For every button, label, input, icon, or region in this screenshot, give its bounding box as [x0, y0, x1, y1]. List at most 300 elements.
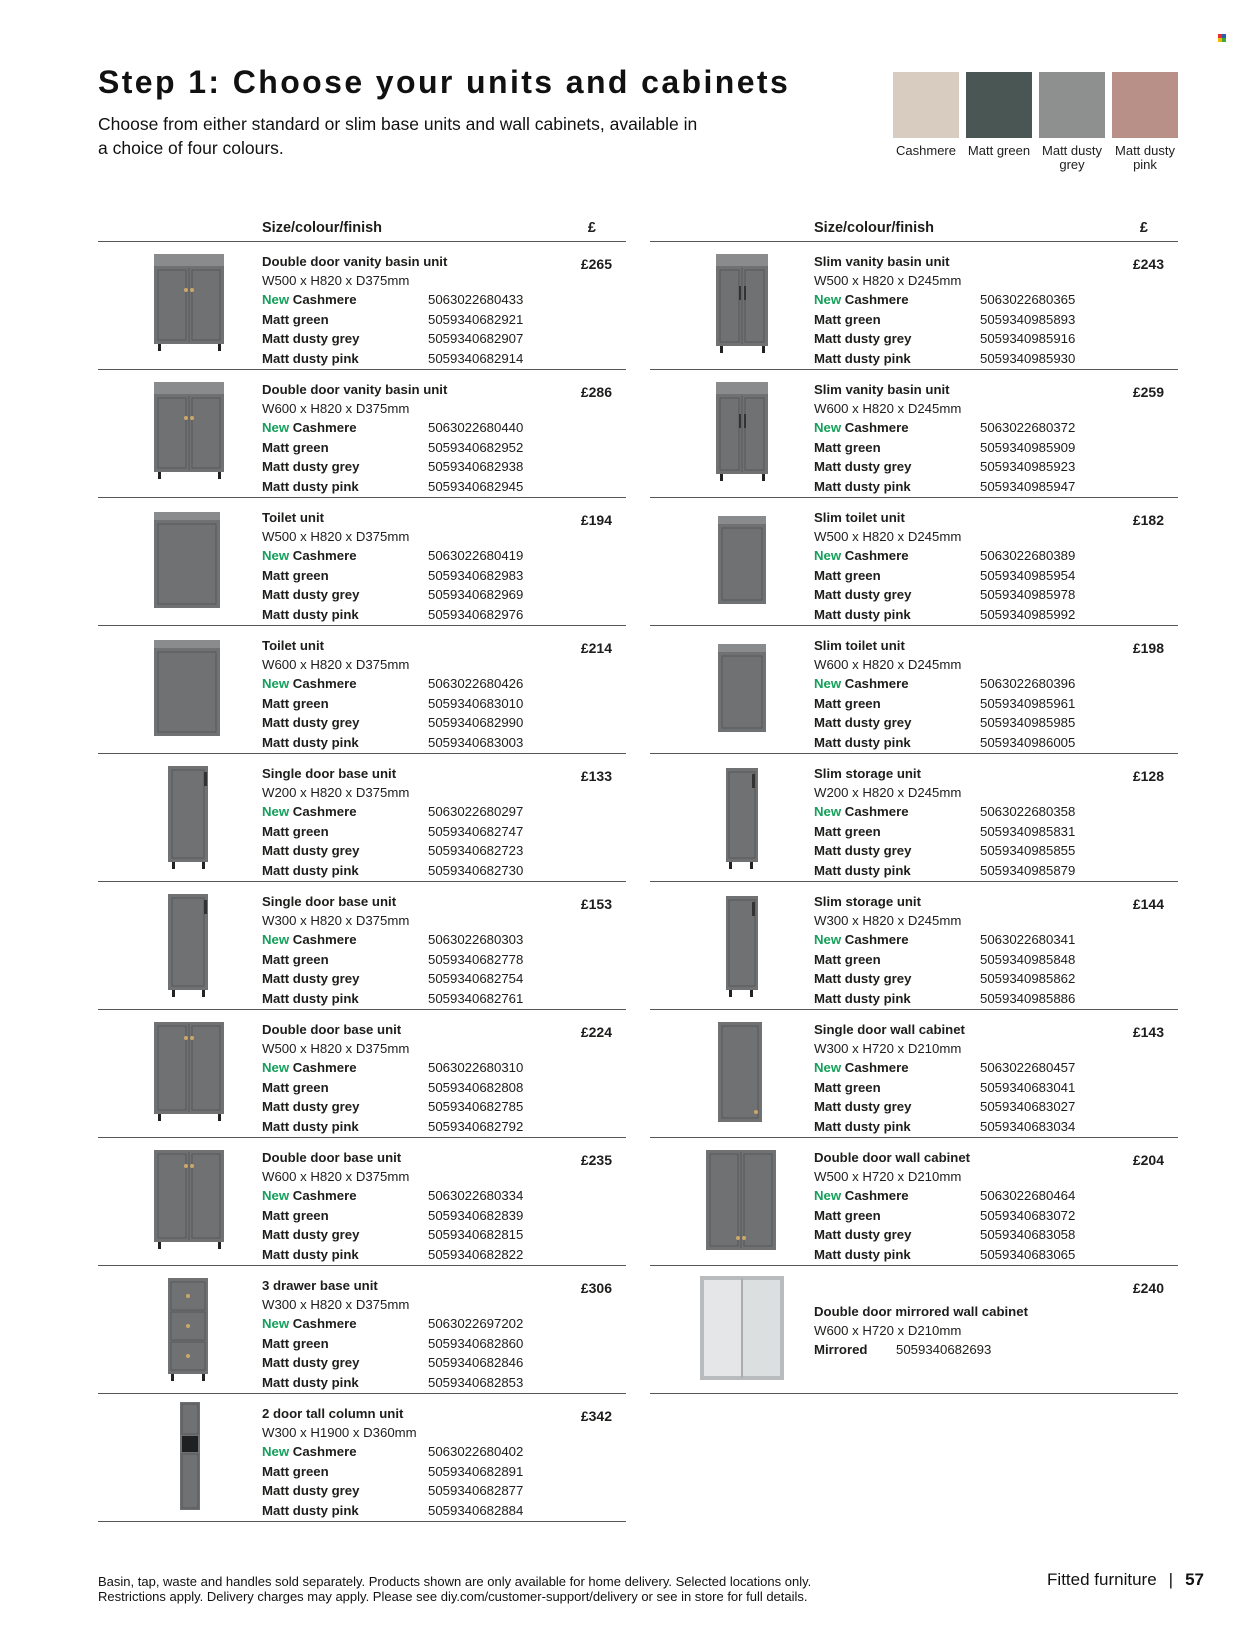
variant-label: Matt dusty grey — [262, 331, 360, 346]
variant-row — [262, 548, 562, 568]
product-name: Slim vanity basin unit — [814, 382, 950, 397]
variant-label: Matt dusty grey — [814, 331, 912, 346]
variant-label: Matt dusty grey — [262, 1483, 360, 1498]
variant-row — [262, 1444, 562, 1464]
product-code: 5063022680396 — [980, 676, 1076, 691]
variant-row — [262, 696, 562, 716]
variant-row — [814, 479, 1114, 499]
product-dimensions: W500 x H820 x D375mm — [262, 529, 410, 544]
variant-colour — [262, 1444, 357, 1459]
table-header — [98, 212, 626, 242]
variant-label: Cashmere — [844, 932, 909, 947]
variant-label: Matt dusty grey — [814, 1227, 912, 1242]
product-row — [650, 754, 1178, 882]
variant-row — [262, 459, 562, 479]
product-code: 5059340683003 — [428, 734, 524, 750]
product-price: £194 — [580, 512, 612, 528]
variant-label: Matt dusty grey — [814, 971, 912, 986]
variant-label: Cashmere — [844, 420, 909, 435]
variant-row — [814, 1342, 1114, 1362]
variant-colour — [814, 991, 911, 1006]
variant-label: Matt green — [814, 1079, 881, 1095]
variant-row — [262, 292, 562, 312]
product-row — [650, 1266, 1178, 1394]
variant-label: Matt dusty pink — [814, 1246, 911, 1262]
product-name: Double door mirrored wall cabinet — [814, 1304, 1028, 1319]
variant-label: Matt dusty grey — [814, 1099, 912, 1114]
product-code: 5059340682792 — [428, 1118, 524, 1134]
product-dimensions: W300 x H820 x D245mm — [814, 913, 962, 928]
table-header — [650, 212, 1178, 242]
product-row — [650, 882, 1178, 1010]
variant-row — [262, 351, 562, 371]
product-code: 5059340985923 — [980, 459, 1076, 474]
variant-list — [814, 420, 1114, 498]
variant-label: Matt green — [262, 951, 329, 967]
variant-label: Matt green — [262, 1207, 329, 1223]
right-product-table — [650, 212, 1178, 1394]
product-row — [650, 498, 1178, 626]
variant-row — [262, 1060, 562, 1080]
variant-colour — [814, 952, 881, 967]
variant-row — [814, 312, 1114, 332]
variant-colour — [814, 1247, 911, 1262]
new-badge: New — [262, 1060, 290, 1075]
variant-row — [262, 824, 562, 844]
variant-row — [262, 331, 562, 351]
variant-list — [814, 804, 1114, 882]
variant-colour — [262, 1208, 329, 1223]
variant-list — [262, 1316, 562, 1394]
variant-list — [814, 1342, 1114, 1362]
variant-colour — [814, 607, 911, 622]
variant-row — [814, 932, 1114, 952]
product-code: 5059340985985 — [980, 715, 1076, 730]
variant-row — [262, 440, 562, 460]
slim-storage-unit-image — [670, 762, 810, 874]
variant-colour — [814, 863, 911, 878]
new-badge: New — [814, 932, 842, 947]
product-code: 5059340682969 — [428, 587, 524, 602]
new-badge: New — [814, 1188, 842, 1203]
product-row — [650, 1138, 1178, 1266]
single-door-wall-cabinet-image — [670, 1018, 810, 1130]
variant-label: Matt dusty pink — [262, 990, 359, 1006]
variant-colour — [814, 420, 909, 435]
variant-label: Matt green — [814, 823, 881, 839]
variant-row — [814, 331, 1114, 351]
variant-row — [814, 1188, 1114, 1208]
section-name: Fitted furniture — [1047, 1570, 1157, 1589]
variant-colour — [262, 1375, 359, 1390]
single-door-base-unit-image — [118, 762, 258, 874]
variant-row — [262, 1355, 562, 1375]
product-row — [98, 882, 626, 1010]
product-dimensions: W200 x H820 x D375mm — [262, 785, 410, 800]
product-code: 5059340682952 — [428, 439, 524, 455]
variant-colour — [262, 863, 359, 878]
variant-row — [814, 1080, 1114, 1100]
product-code: 5059340682815 — [428, 1227, 524, 1242]
product-dimensions: W500 x H720 x D210mm — [814, 1169, 962, 1184]
product-code: 5059340682846 — [428, 1355, 524, 1370]
variant-row — [814, 991, 1114, 1011]
variant-row — [262, 863, 562, 883]
product-name: Slim toilet unit — [814, 510, 905, 525]
product-price: £265 — [580, 256, 612, 272]
variant-colour — [262, 1060, 357, 1075]
new-badge: New — [814, 1060, 842, 1075]
product-name: Slim storage unit — [814, 766, 921, 781]
product-dimensions: W500 x H820 x D245mm — [814, 273, 962, 288]
product-code: 5059340985855 — [980, 843, 1076, 858]
variant-list — [262, 548, 562, 626]
variant-colour — [814, 676, 909, 691]
variant-colour — [814, 1080, 881, 1095]
product-row — [98, 242, 626, 370]
variant-label: Cashmere — [844, 548, 909, 563]
variant-row — [262, 1336, 562, 1356]
variant-colour — [262, 292, 357, 307]
new-badge: New — [262, 804, 290, 819]
variant-label: Matt green — [814, 311, 881, 327]
product-row — [650, 370, 1178, 498]
swatch-label: Matt dusty grey — [1042, 143, 1102, 172]
product-code: 5059340682860 — [428, 1335, 524, 1351]
variant-colour — [814, 1342, 868, 1357]
product-code: 5063022680372 — [980, 420, 1076, 435]
variant-row — [814, 715, 1114, 735]
variant-colour — [814, 715, 911, 730]
variant-row — [262, 568, 562, 588]
product-code: 5063022697202 — [428, 1316, 524, 1331]
variant-colour — [262, 804, 357, 819]
product-row — [650, 1010, 1178, 1138]
variant-colour — [814, 735, 911, 750]
double-door-base-unit-image — [118, 1018, 258, 1130]
slim-toilet-unit-image — [670, 634, 810, 746]
new-badge: New — [262, 420, 290, 435]
product-code: 5063022680433 — [428, 292, 524, 307]
variant-label: Matt green — [262, 1335, 329, 1351]
variant-label: Cashmere — [292, 932, 357, 947]
product-dimensions: W300 x H820 x D375mm — [262, 1297, 410, 1312]
product-code: 5059340985848 — [980, 951, 1076, 967]
product-name: Double door vanity basin unit — [262, 254, 448, 269]
product-code: 5059340985909 — [980, 439, 1076, 455]
new-badge: New — [814, 548, 842, 563]
variant-colour — [262, 1316, 357, 1331]
product-code: 5059340682853 — [428, 1374, 524, 1390]
product-price: £204 — [1132, 1152, 1164, 1168]
product-dimensions: W300 x H820 x D375mm — [262, 913, 410, 928]
variant-label: Matt green — [262, 1079, 329, 1095]
header-size: Size/colour/finish — [262, 220, 383, 236]
product-code: 5059340682723 — [428, 843, 524, 858]
variant-label: Matt dusty grey — [814, 843, 912, 858]
product-code: 5059340682907 — [428, 331, 524, 346]
product-code: 5063022680440 — [428, 420, 524, 435]
variant-row — [814, 420, 1114, 440]
variant-label: Cashmere — [844, 1060, 909, 1075]
double-door-vanity-unit-image — [118, 250, 258, 362]
product-name: Single door wall cabinet — [814, 1022, 965, 1037]
double-door-vanity-unit-image — [118, 378, 258, 490]
new-badge: New — [814, 676, 842, 691]
variant-label: Matt dusty grey — [814, 459, 912, 474]
swatch-matt-green — [966, 72, 1032, 158]
product-dimensions: W600 x H820 x D375mm — [262, 657, 410, 672]
variant-label: Cashmere — [844, 676, 909, 691]
variant-colour — [814, 312, 881, 327]
footer-note — [98, 1574, 918, 1604]
variant-row — [262, 312, 562, 332]
new-badge: New — [262, 1316, 290, 1331]
double-door-wall-cabinet-image — [670, 1146, 810, 1258]
variant-colour — [814, 843, 911, 858]
variant-colour — [814, 587, 911, 602]
variant-label: Matt green — [262, 695, 329, 711]
variant-colour — [814, 971, 911, 986]
variant-row — [814, 548, 1114, 568]
variant-label: Matt green — [262, 567, 329, 583]
variant-label: Matt dusty grey — [262, 587, 360, 602]
left-rows — [98, 242, 626, 1522]
variant-colour — [262, 1247, 359, 1262]
product-code: 5059340682877 — [428, 1483, 524, 1498]
new-badge: New — [814, 420, 842, 435]
variant-label: Mirrored — [814, 1342, 868, 1357]
product-price: £143 — [1132, 1024, 1164, 1040]
new-badge: New — [262, 548, 290, 563]
product-price: £128 — [1132, 768, 1164, 784]
swatch-chip — [1112, 72, 1178, 138]
product-price: £198 — [1132, 640, 1164, 656]
product-code: 5063022680389 — [980, 548, 1076, 563]
product-code: 5059340682983 — [428, 567, 524, 583]
product-name: Toilet unit — [262, 638, 325, 653]
variant-row — [262, 1503, 562, 1523]
variant-colour — [814, 548, 909, 563]
product-price: £259 — [1132, 384, 1164, 400]
slim-vanity-unit-image — [670, 378, 810, 490]
variant-label: Cashmere — [292, 804, 357, 819]
variant-label: Matt green — [814, 695, 881, 711]
product-code: 5063022680402 — [428, 1444, 524, 1459]
product-code: 5063022680457 — [980, 1060, 1076, 1075]
variant-label: Matt dusty pink — [814, 478, 911, 494]
product-code: 5059340985893 — [980, 311, 1076, 327]
variant-row — [262, 804, 562, 824]
toilet-unit-image — [118, 506, 258, 618]
new-badge: New — [262, 292, 290, 307]
product-dimensions: W500 x H820 x D245mm — [814, 529, 962, 544]
variant-colour — [262, 479, 359, 494]
variant-row — [262, 735, 562, 755]
variant-row — [262, 1375, 562, 1395]
variant-label: Matt dusty grey — [262, 1099, 360, 1114]
variant-row — [814, 1119, 1114, 1139]
product-price: £286 — [580, 384, 612, 400]
product-code: 5063022680365 — [980, 292, 1076, 307]
colour-swatches — [893, 72, 1178, 184]
variant-colour — [814, 440, 881, 455]
variant-row — [262, 1119, 562, 1139]
product-name: Double door base unit — [262, 1150, 402, 1165]
product-dimensions: W500 x H820 x D375mm — [262, 1041, 410, 1056]
variant-colour — [262, 607, 359, 622]
product-code: 5059340682761 — [428, 990, 524, 1006]
variant-label: Cashmere — [292, 1444, 357, 1459]
product-name: Slim vanity basin unit — [814, 254, 950, 269]
tall-column-unit-image — [118, 1402, 258, 1514]
product-code: 5059340683034 — [980, 1118, 1076, 1134]
variant-colour — [262, 696, 329, 711]
variant-colour — [814, 568, 881, 583]
variant-list — [814, 1188, 1114, 1266]
product-row — [98, 1138, 626, 1266]
slim-storage-unit-image — [670, 890, 810, 1002]
variant-list — [262, 932, 562, 1010]
product-code: 5059340985930 — [980, 350, 1076, 366]
variant-label: Matt dusty pink — [262, 1118, 359, 1134]
new-badge: New — [262, 1188, 290, 1203]
variant-row — [262, 1099, 562, 1119]
variant-label: Cashmere — [292, 292, 357, 307]
variant-colour — [814, 351, 911, 366]
product-name: Single door base unit — [262, 766, 397, 781]
variant-label: Matt dusty pink — [262, 1502, 359, 1518]
variant-label: Cashmere — [844, 1188, 909, 1203]
product-code: 5059340683027 — [980, 1099, 1076, 1114]
variant-label: Matt green — [814, 567, 881, 583]
product-row — [98, 1266, 626, 1394]
product-code: 5059340682808 — [428, 1079, 524, 1095]
variant-list — [262, 1188, 562, 1266]
product-dimensions: W300 x H1900 x D360mm — [262, 1425, 417, 1440]
page-title: Step 1: Choose your units and cabinets — [98, 64, 791, 100]
new-badge: New — [262, 676, 290, 691]
footer-note-line: Basin, tap, waste and handles sold separately. Products shown are only available for home delivery. Selected locations only. — [98, 1574, 812, 1589]
variant-colour — [262, 331, 359, 346]
product-code: 5059340985916 — [980, 331, 1076, 346]
variant-label: Matt dusty pink — [262, 734, 359, 750]
variant-label: Matt green — [262, 311, 329, 327]
variant-label: Matt dusty grey — [262, 459, 360, 474]
variant-list — [262, 292, 562, 370]
double-door-base-unit-image — [118, 1146, 258, 1258]
variant-colour — [814, 804, 909, 819]
product-code: 5059340985954 — [980, 567, 1076, 583]
variant-label: Cashmere — [292, 420, 357, 435]
variant-list — [262, 804, 562, 882]
variant-row — [262, 932, 562, 952]
variant-row — [814, 1099, 1114, 1119]
variant-label: Cashmere — [292, 1316, 357, 1331]
product-code: 5059340682891 — [428, 1463, 524, 1479]
variant-row — [262, 1227, 562, 1247]
product-price: £153 — [580, 896, 612, 912]
product-name: Double door vanity basin unit — [262, 382, 448, 397]
product-code: 5059340683058 — [980, 1227, 1076, 1242]
product-row — [98, 1010, 626, 1138]
variant-row — [814, 952, 1114, 972]
variant-colour — [262, 1355, 359, 1370]
variant-row — [262, 843, 562, 863]
variant-row — [262, 1188, 562, 1208]
variant-colour — [262, 1080, 329, 1095]
variant-label: Matt green — [262, 1463, 329, 1479]
variant-label: Matt dusty grey — [262, 843, 360, 858]
variant-label: Matt green — [814, 951, 881, 967]
product-code: 5059340985886 — [980, 990, 1076, 1006]
product-dimensions: W600 x H820 x D245mm — [814, 401, 962, 416]
product-name: 2 door tall column unit — [262, 1406, 404, 1421]
variant-label: Cashmere — [844, 292, 909, 307]
variant-label: Matt green — [814, 1207, 881, 1223]
product-code: 5059340682785 — [428, 1099, 524, 1114]
product-code: 5059340985879 — [980, 862, 1076, 878]
variant-row — [262, 587, 562, 607]
product-code: 5059340985831 — [980, 823, 1076, 839]
variant-row — [262, 479, 562, 499]
product-price: £240 — [1132, 1280, 1164, 1296]
product-dimensions: W600 x H820 x D375mm — [262, 401, 410, 416]
product-code: 5059340985862 — [980, 971, 1076, 986]
product-name: Toilet unit — [262, 510, 325, 525]
variant-label: Matt green — [262, 439, 329, 455]
variant-list — [814, 676, 1114, 754]
right-rows — [650, 242, 1178, 1394]
header-price: £ — [587, 220, 596, 236]
variant-list — [814, 1060, 1114, 1138]
product-code: 5063022680297 — [428, 804, 524, 819]
product-code: 5059340683072 — [980, 1207, 1076, 1223]
page-number: 57 — [1185, 1570, 1204, 1589]
variant-colour — [262, 459, 359, 474]
variant-colour — [814, 696, 881, 711]
variant-label: Matt dusty pink — [814, 734, 911, 750]
variant-colour — [814, 1099, 911, 1114]
variant-label: Matt dusty grey — [814, 715, 912, 730]
variant-row — [814, 440, 1114, 460]
product-code: 5063022680303 — [428, 932, 524, 947]
product-name: Double door wall cabinet — [814, 1150, 971, 1165]
variant-colour — [262, 420, 357, 435]
toilet-unit-image — [118, 634, 258, 746]
product-row — [650, 242, 1178, 370]
product-code: 5059340682938 — [428, 459, 524, 474]
product-dimensions: W600 x H820 x D375mm — [262, 1169, 410, 1184]
variant-label: Matt green — [814, 439, 881, 455]
swatch-cashmere — [893, 72, 959, 158]
variant-row — [814, 971, 1114, 991]
variant-colour — [262, 1464, 329, 1479]
variant-colour — [814, 824, 881, 839]
variant-label: Matt dusty pink — [262, 1246, 359, 1262]
product-code: 5059340985992 — [980, 606, 1076, 622]
variant-row — [814, 1247, 1114, 1267]
product-name: 3 drawer base unit — [262, 1278, 378, 1293]
variant-label: Matt dusty pink — [262, 1374, 359, 1390]
variant-row — [814, 804, 1114, 824]
variant-row — [262, 1464, 562, 1484]
product-code: 5059340682693 — [896, 1342, 992, 1357]
product-code: 5059340985978 — [980, 587, 1076, 602]
product-row — [650, 626, 1178, 754]
variant-colour — [262, 971, 359, 986]
variant-row — [262, 1080, 562, 1100]
